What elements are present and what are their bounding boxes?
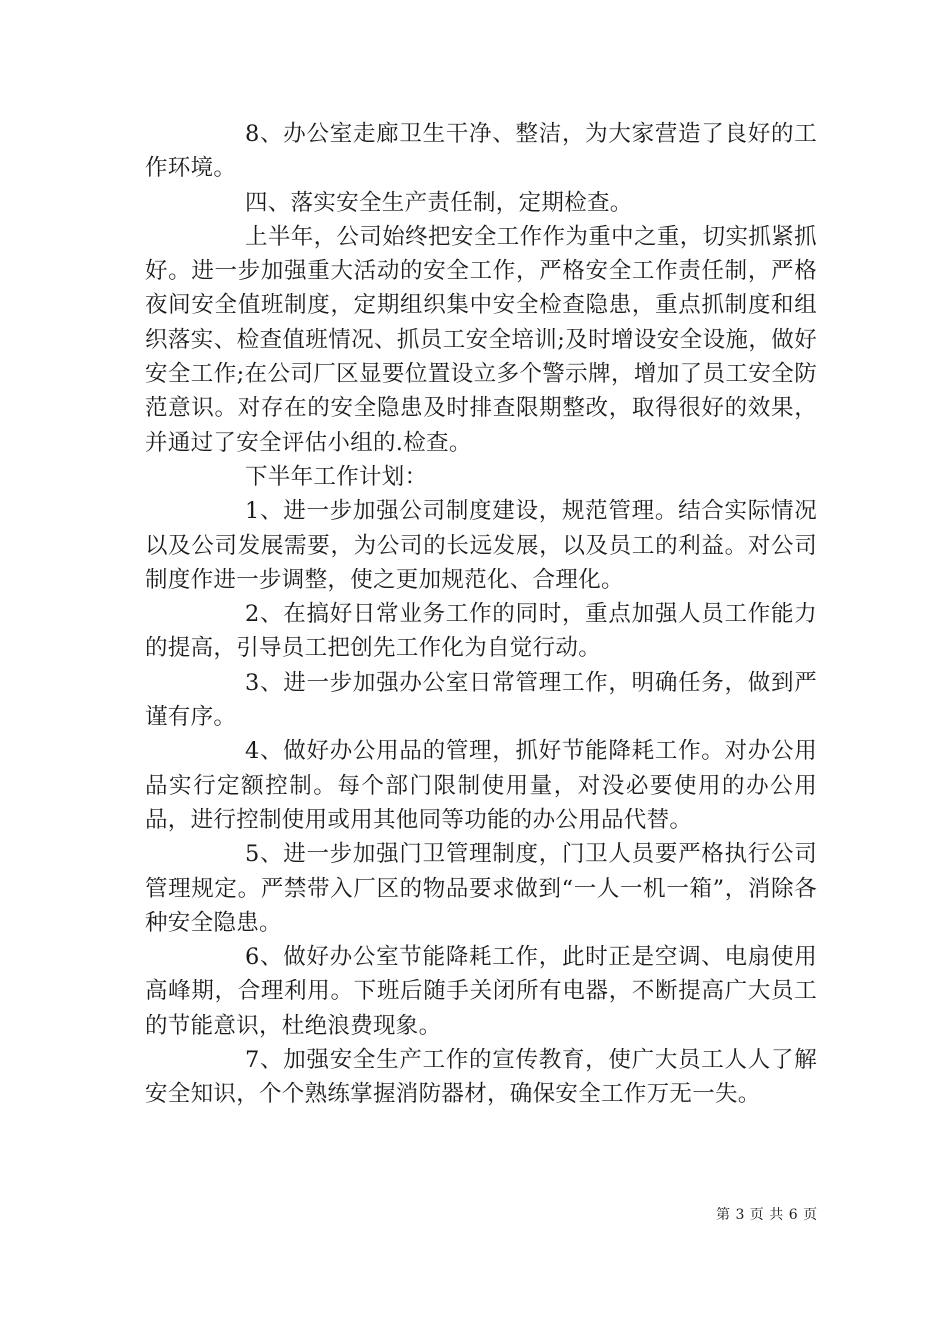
plan-item-4: 4、做好办公用品的管理，抓好节能降耗工作。对办公用品实行定额控制。每个部门限制使用量，对没必要使用的办公用品，进行控制使用或用其他同等功能的办公用品代替。 [145,738,817,833]
paragraph-item-8-corridor: 8、办公室走廊卫生干净、整洁，为大家营造了良好的工作环境。 [145,121,817,182]
section-heading-safety: 四、落实安全生产责任制，定期检查。 [245,189,633,216]
paragraph-safety-summary: 上半年，公司始终把安全工作作为重中之重，切实抓紧抓好。进一步加强重大活动的安全工作，严格安全工作责任制，严格夜间安全值班制度，定期组织集中安全检查隐患，重点抓制度和组织落实、检查值班情况、抓员工安全培训;及时增设安全设施，做好安全工作;在公司厂区显要位置设立多个警示牌，增加了员工安全防范意识。对存在的安全隐患及时排查限期整改，取得很好的效果，并通过了安全评估小组的.检查。 [145,223,817,456]
plan-item-2: 2、在搞好日常业务工作的同时，重点加强人员工作能力的提高，引导员工把创先工作化为自觉行动。 [145,601,817,662]
plan-item-1: 1、进一步加强公司制度建设，规范管理。结合实际情况以及公司发展需要，为公司的长远发展，以及员工的利益。对公司制度作进一步调整，使之更加规范化、合理化。 [145,498,817,593]
plan-item-3: 3、进一步加强办公室日常管理工作，明确任务，做到严谨有序。 [145,669,817,731]
document-body [145,117,817,1112]
plan-item-7: 7、加强安全生产工作的宣传教育，使广大员工人人了解安全知识，个个熟练掌握消防器材，确保安全工作万无一失。 [145,1047,817,1108]
section-heading-plan: 下半年工作计划： [245,463,428,490]
plan-item-5: 5、进一步加强门卫管理制度，门卫人员要严格执行公司管理规定。严禁带入厂区的物品要求做到“一人一机一箱”，消除各种安全隐患。 [145,841,817,936]
page-number-footer: 第 3 页 共 6 页 [716,1207,818,1223]
plan-item-6: 6、做好办公室节能降耗工作，此时正是空调、电扇使用高峰期，合理利用。下班后随手关闭所有电器，不断提高广大员工的节能意识，杜绝浪费现象。 [145,944,817,1039]
